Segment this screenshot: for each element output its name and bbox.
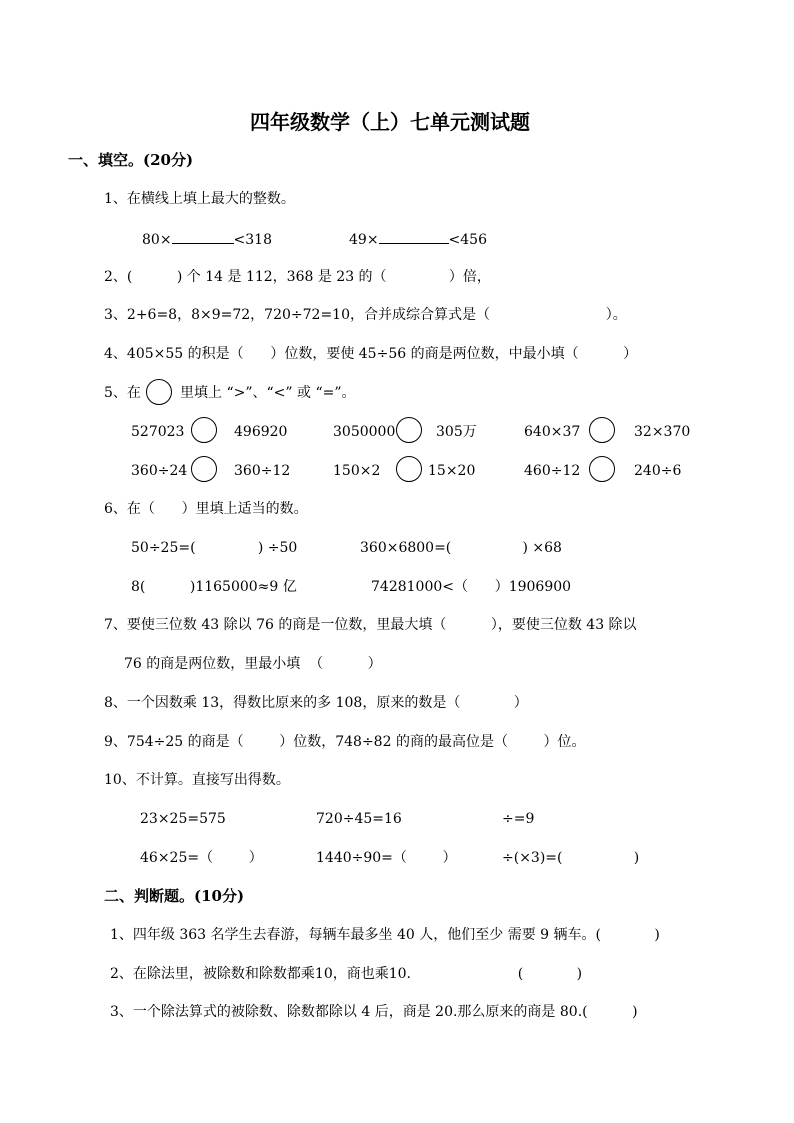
question-10: 10、不计算。直接写出得数。 — [104, 772, 290, 788]
question-6-d: 74281000<（ ）1906900 — [371, 579, 572, 595]
page-title: 四年级数学（上）七单元测试题 — [250, 110, 530, 134]
compare-circle-3[interactable] — [589, 417, 615, 443]
circle-blank[interactable] — [146, 379, 172, 405]
q1-a-left: 80× — [142, 232, 172, 248]
question-10-r1-a: 23×25=575 — [140, 811, 226, 827]
compare-expr: 3050000 — [333, 424, 396, 440]
compare-circle-6[interactable] — [589, 456, 615, 482]
question-3: 3、2+6=8，8×9=72，720÷72=10，合并成综合算式是（ ）。 — [104, 307, 627, 323]
question-10-r2-b: 1440÷90=（ ） — [316, 850, 457, 866]
question-6-b: 360×6800=( ) ×68 — [360, 540, 562, 556]
q1-b-blank[interactable] — [379, 229, 449, 244]
judge-2: 2、在除法里，被除数和除数都乘10，商也乘10. ( ) — [110, 966, 583, 982]
compare-expr: 527023 — [131, 424, 185, 440]
compare-circle-4[interactable] — [191, 456, 217, 482]
question-1: 1、在横线上填上最大的整数。 — [104, 191, 295, 207]
question-6-a: 50÷25=( ) ÷50 — [131, 540, 298, 556]
q1-b-right: <456 — [448, 232, 487, 248]
question-10-r2-c: ÷(×3)=( ) — [502, 850, 640, 866]
compare-expr: 32×370 — [634, 424, 691, 440]
compare-expr: 360÷24 — [131, 463, 188, 479]
question-6-c: 8( )1165000≈9 亿 — [131, 579, 297, 595]
q1-a-blank[interactable] — [172, 229, 234, 244]
question-6: 6、在（ ）里填上适当的数。 — [104, 501, 308, 517]
compare-expr: 360÷12 — [234, 463, 291, 479]
question-10-r1-b: 720÷45=16 — [316, 811, 402, 827]
compare-expr: 640×37 — [524, 424, 581, 440]
compare-expr: 460÷12 — [524, 463, 581, 479]
question-1-a — [142, 229, 272, 249]
compare-expr: 15×20 — [428, 463, 476, 479]
q1-a-right: <318 — [233, 232, 272, 248]
section-judgement: 二、判断题。(10分) — [104, 887, 245, 905]
question-7-line1: 7、要使三位数 43 除以 76 的商是一位数，里最大填（ ），要使三位数 43 除以 — [104, 617, 637, 633]
compare-circle-2[interactable] — [396, 417, 422, 443]
question-5-suffix: 里填上 “>”、“<” 或 “=”。 — [180, 385, 356, 401]
question-5-prefix: 5、在 — [104, 385, 141, 401]
judge-3: 3、一个除法算式的被除数、除数都除以 4 后，商是 20.那么原来的商是 80.( ) — [110, 1004, 638, 1020]
judge-1: 1、四年级 363 名学生去春游，每辆车最多坐 40 人，他们至少 需要 9 辆车。( ) — [110, 927, 660, 943]
section-fill-in: 一、填空。(20分) — [68, 151, 194, 169]
question-1-b — [349, 229, 487, 249]
compare-expr: 305万 — [436, 424, 477, 440]
compare-expr: 150×2 — [333, 463, 381, 479]
question-7-line2: 76 的商是两位数，里最小填 （ ） — [124, 656, 382, 672]
question-10-r2-a: 46×25=（ ） — [140, 850, 263, 866]
compare-expr: 496920 — [234, 424, 288, 440]
compare-circle-1[interactable] — [191, 417, 217, 443]
question-4: 4、405×55 的积是（ ）位数，要使 45÷56 的商是两位数，中最小填（ ） — [104, 346, 638, 362]
question-9: 9、754÷25 的商是（ ）位数，748÷82 的商的最高位是（ ）位。 — [104, 734, 586, 750]
question-2: 2、( ) 个 14 是 112，368 是 23 的（ ）倍， — [104, 269, 491, 285]
question-10-r1-c: ÷=9 — [502, 811, 535, 827]
compare-expr: 240÷6 — [634, 463, 682, 479]
question-8: 8、一个因数乘 13，得数比原来的多 108，原来的数是（ ） — [104, 695, 528, 711]
q1-b-left: 49× — [349, 232, 379, 248]
compare-circle-5[interactable] — [396, 456, 422, 482]
